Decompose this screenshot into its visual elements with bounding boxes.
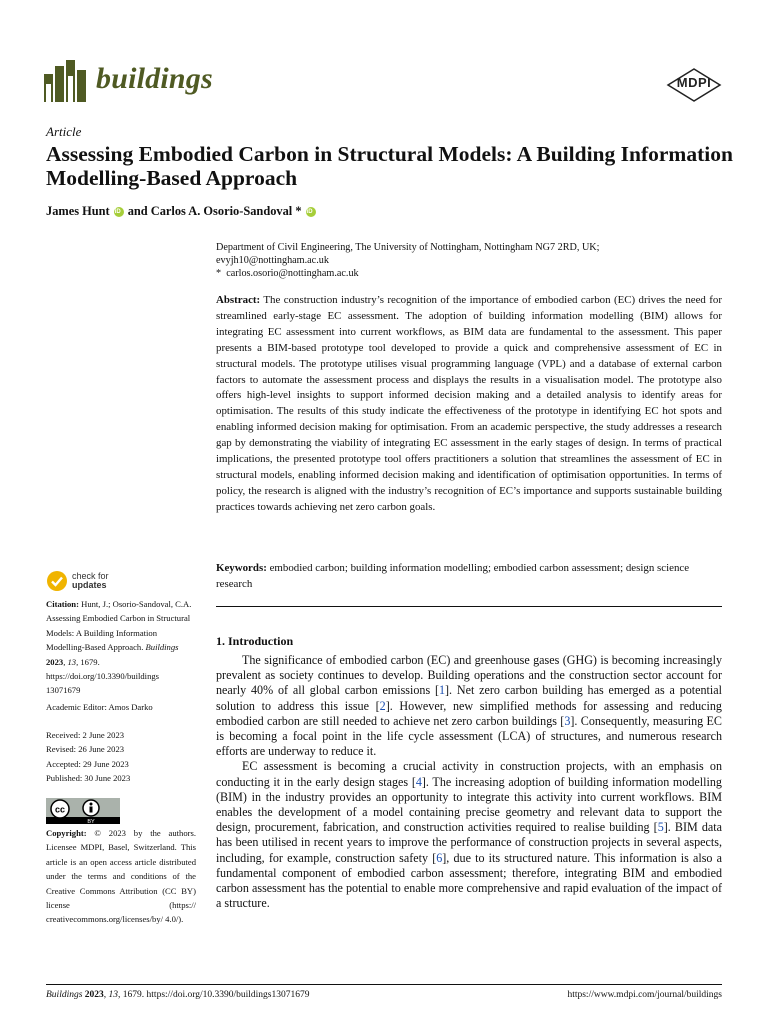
paragraph: EC assessment is becoming a crucial activity in construction projects, with an emphasis on conducting it in the early design stages [4]. The increasing adoption of building information modelling (BIM) in the industry provides an opportunity to integrate this activity into current workflows. BIM enables the development of a model containing precise geometry and relevant data to support the design, procurement, fabrication, and construction activities required to realise building [5]. BIM data has been utilised in recent years to improve the performance of construction projects in several aspects, including, for example, construction safety [6], due to its structured nature. This information is also a fundamental component of embodied carbon assessment; therefore, integrating BIM and embodied carbon assessment has the potential to enable more comprehensive and rapid evaluation of the impact of a structure.: [216, 759, 723, 911]
footer-journal-url[interactable]: https://www.mdpi.com/journal/buildings: [567, 990, 722, 1000]
date-accepted: Accepted: 29 June 2023: [46, 758, 129, 769]
date-published: Published: 30 June 2023: [46, 773, 131, 784]
citation-volume: 13: [67, 656, 77, 667]
footer-divider: [46, 984, 722, 985]
keywords-label: Keywords:: [216, 562, 267, 574]
affiliation-line: Department of Civil Engineering, The University of Nottingham, Nottingham NG7 2RD, UK;: [216, 242, 600, 253]
orcid-icon[interactable]: [306, 207, 316, 217]
introduction-body: [216, 653, 722, 911]
paragraph: The significance of embodied carbon (EC) and greenhouse gases (GHG) is becoming increasingly prevalent as society continues to develop. Building operations and the construction sector account for nearly 40% of all global carbon emissions [1]. Net zero carbon building has emerged as a potential solution to address this issue [2]. However, new simplified methods for assessing and reducing embodied carbon are still needed to achieve net zero carbon buildings [3]. Consequently, measuring EC is becoming a focal point in the life cycle assessment (LCA) of structures, and numerous research efforts are underway to reduce it.: [216, 653, 723, 759]
footer-year: 2023: [84, 990, 104, 1000]
citation-text: Hunt, J.; Osorio-Sandoval, C.A. Assessing Embodied Carbon in Structural Models: A Building Information Modelling-Based Approach.: [46, 599, 192, 653]
abstract: [216, 293, 722, 516]
buildings-logo-icon: [44, 60, 88, 102]
reference-link[interactable]: 1: [438, 683, 446, 698]
check-updates-icon: [46, 570, 68, 592]
copyright-text: © 2023 by the authors. Licensee MDPI, Basel, Switzerland. This article is an open access article distributed under the terms and conditions of the Creative Commons Attribution (CC BY) license (https:// creativecommons.org/licenses/by/ 4.0/).: [46, 828, 196, 925]
check-updates-line1: check for: [72, 571, 109, 581]
cc-by-license-icon[interactable]: [46, 798, 120, 824]
reference-link[interactable]: 4: [415, 774, 422, 789]
svg-text:cc: cc: [54, 804, 66, 815]
divider: [216, 606, 722, 607]
date-revised: Revised: 26 June 2023: [46, 744, 125, 755]
citation-journal: Buildings: [145, 642, 179, 653]
section-heading: 1. Introduction: [216, 634, 294, 648]
keywords: [216, 561, 722, 593]
check-updates-line2: updates: [72, 580, 107, 590]
date-received: Received: 2 June 2023: [46, 730, 125, 740]
abstract-text: The construction industry’s recognition of the importance of embodied carbon (EC) drives the need for streamlined early-stage EC assessment. The adoption of building information modelling (BIM) allows for integrating EC assessment into current workflows, as BIM data are fundamental to the assessment. This paper presents a BIM-based prototype tool developed to provide a quick and comprehensive assessment of EC in structural models. The prototype utilises visual programming language (VPL) and a database of external carbon factors to automate the assessment process and displays the results in a visualisation model. The prototype also offers high-level insights to support informed decision making and a detailed analysis to identify areas for optimisation. The results of this study indicate the effectiveness of the prototype in identifying EC hot spots and enabling informed decision making for optimisation. From an academic perspective, the study addresses a research gap by demonstrating the viability of integrating EC assessment in the early stages of design. In terms of practical implications, the presented prototype tool offers practitioners a solution that streamlines the assessment of EC in structural models, enabling informed decision making and identification of optimisation opportunities. In terms of policy, the research is aligned with the industry’s recognition of EC’s importance and supports sustainable building practices towards achieving net zero carbon goals.: [216, 294, 722, 513]
citation-label: Citation:: [46, 599, 79, 609]
footer-doi[interactable]: , 1679. https://doi.org/10.3390/buildings13071679: [118, 990, 310, 1000]
author-name[interactable]: James Hunt: [46, 204, 110, 218]
reference-link[interactable]: 6: [436, 850, 443, 865]
citation: Citation: Hunt, J.; Osorio-Sandoval, C.A. Assessing Embodied Carbon in Structural Models: A Building Information Modelling-Based Approach. Buildings 2023, 13, 1679. https://doi.org/10.3390/buildings 13071679: [46, 599, 192, 696]
author-email[interactable]: evyjh10@nottingham.ac.uk: [216, 255, 329, 266]
cc-by-label: BY: [87, 819, 95, 824]
reference-link[interactable]: 2: [379, 698, 386, 713]
academic-editor: Academic Editor: Amos Darko: [46, 702, 153, 712]
authors: [46, 204, 316, 219]
reference-link[interactable]: 5: [657, 820, 664, 835]
keywords-text: embodied carbon; building information modelling; embodied carbon assessment; design science research: [216, 562, 690, 590]
article-title: Assessing Embodied Carbon in Structural Models: A Building Information Modelling-Based Approach: [46, 142, 733, 190]
affiliation: [216, 241, 726, 280]
corresponding-email[interactable]: * carlos.osorio@nottingham.ac.uk: [216, 268, 359, 279]
journal-name: buildings: [96, 62, 213, 95]
footer-volume: 13: [108, 990, 119, 1000]
abstract-label: Abstract:: [216, 294, 261, 306]
citation-doi[interactable]: , 1679. https://doi.org/10.3390/buildings 13071679: [46, 656, 160, 696]
article-type: Article: [46, 124, 82, 139]
publisher-name: MDPI: [676, 75, 712, 90]
copyright: [46, 826, 196, 927]
orcid-icon[interactable]: [114, 207, 124, 217]
reference-link[interactable]: 3: [564, 713, 571, 728]
check-for-updates-badge[interactable]: [46, 570, 109, 592]
footer-citation: Buildings 2023, 13, 1679. https://doi.org/10.3390/buildings13071679: [46, 990, 310, 1000]
author-name[interactable]: and Carlos A. Osorio-Sandoval *: [127, 204, 302, 218]
dates: [46, 728, 194, 786]
copyright-label: Copyright:: [46, 828, 87, 838]
footer-journal: Buildings: [46, 990, 83, 1000]
citation-year: 2023: [46, 656, 64, 667]
